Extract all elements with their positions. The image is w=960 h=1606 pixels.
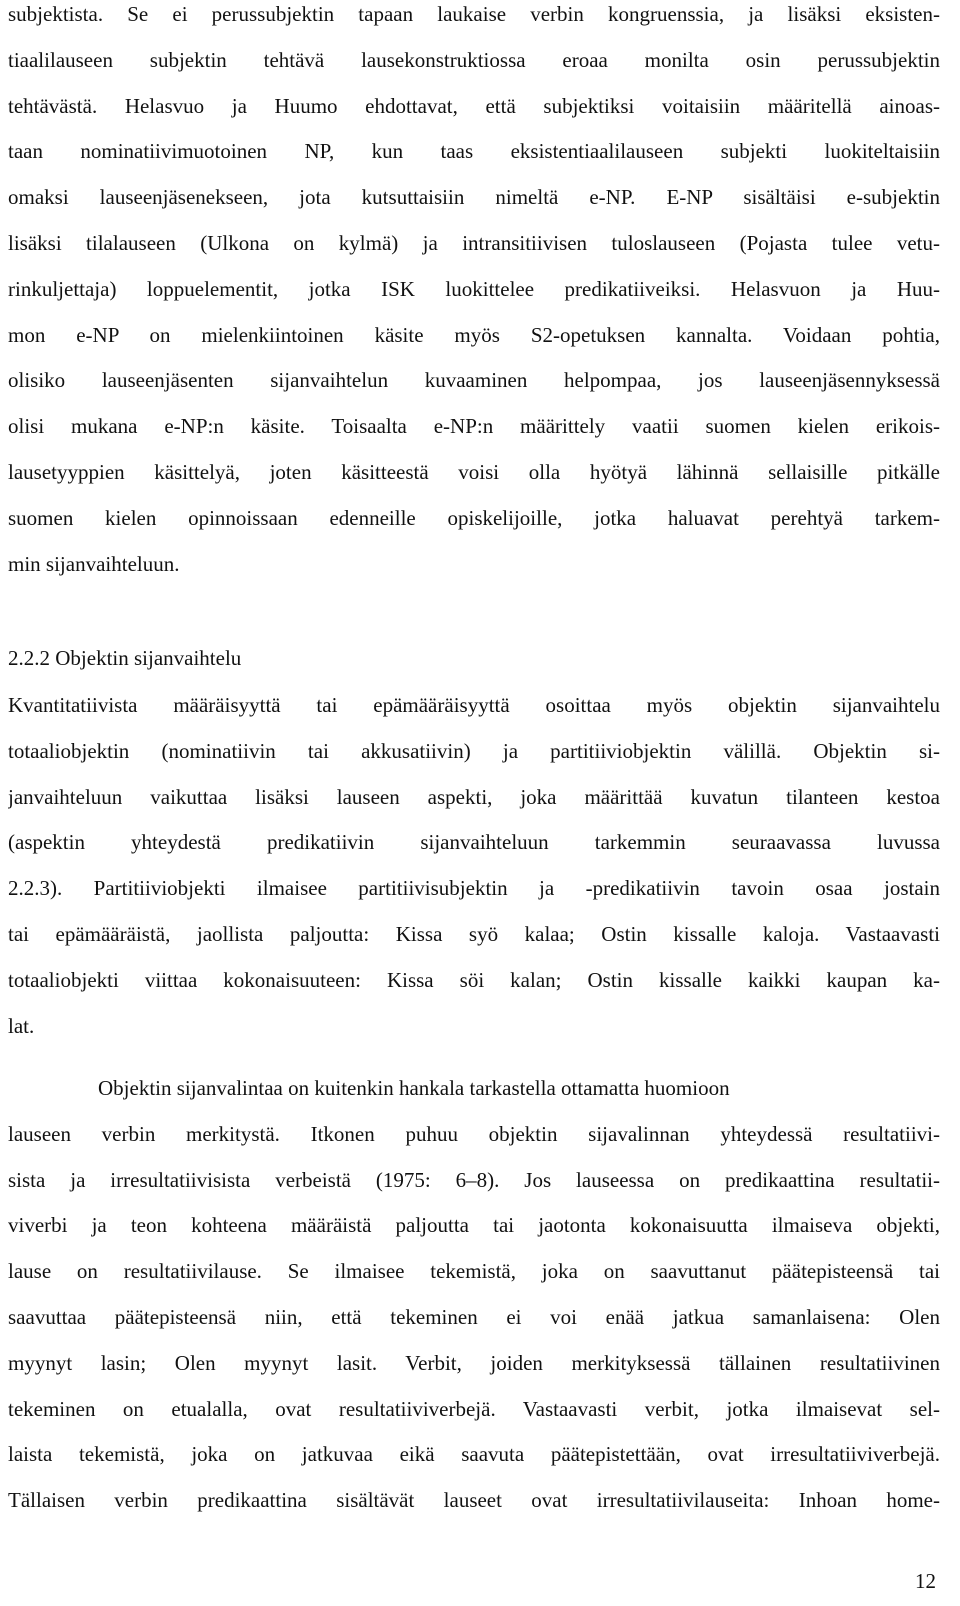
text-line: totaaliobjektin (nominatiivin tai akkusatiivin) ja partitiiviobjektin välillä. Objektin si- — [8, 738, 940, 763]
text-line: myynyt lasin; Olen myynyt lasit. Verbit, joiden merkityksessä tällainen resultatiivinen — [8, 1350, 940, 1375]
text-line: omaksi lauseenjäsenekseen, jota kutsuttaisiin nimeltä e-NP. E-NP sisältäisi e-subjektin — [8, 185, 940, 210]
text-line: totaaliobjekti viittaa kokonaisuuteen: Kissa söi kalan; Ostin kissalle kaikki kaupan ka- — [8, 967, 940, 992]
text-line: lause on resultatiivilause. Se ilmaisee tekemistä, joka on saavuttanut päätepisteensä tai — [8, 1259, 940, 1284]
text-line: lauseen verbin merkitystä. Itkonen puhuu objektin sijavalinnan yhteydessä resultatiivi- — [8, 1121, 940, 1146]
text-line: tiaalilauseen subjektin tehtävä lausekonstruktiossa eroaa monilta osin perussubjektin — [8, 47, 940, 72]
text-line: Objektin sijanvalintaa on kuitenkin hankala tarkastella ottamatta huomioon — [98, 1076, 730, 1100]
text-line: lausetyyppien käsittelyä, joten käsitteestä voisi olla hyötyä lähinnä sellaisille pitkälle — [8, 459, 940, 484]
text-line: suomen kielen opinnoissaan edenneille opiskelijoille, jotka haluavat perehtyä tarkem- — [8, 505, 940, 530]
text-line: taan nominatiivimuotoinen NP, kun taas eksistentiaalilauseen subjekti luokiteltaisiin — [8, 139, 940, 164]
text-line: lat. — [8, 1013, 35, 1038]
text-line: rinkuljettaja) loppuelementit, jotka ISK luokittelee predikatiiveiksi. Helasvuon ja Huu- — [8, 276, 940, 301]
text-line: min sijanvaihteluun. — [8, 551, 180, 576]
text-line: mon e-NP on mielenkiintoinen käsite myös S2-opetuksen kannalta. Voidaan pohtia, — [8, 322, 940, 347]
text-line: olisiko lauseenjäsenten sijanvaihtelun kuvaaminen helpompaa, jos lauseenjäsennyksessä — [8, 368, 940, 393]
text-line: Tällaisen verbin predikaattina sisältävät lauseet ovat irresultatiivilauseita: Inhoan home- — [8, 1488, 940, 1513]
paragraph-2 — [8, 683, 940, 1049]
text-line: (aspektin yhteydestä predikatiivin sijanvaihteluun tarkemmin seuraavassa luvussa — [8, 830, 940, 855]
text-line: laista tekemistä, joka on jatkuvaa eikä saavuta päätepistettään, ovat irresultatiiviverbejä. — [8, 1442, 940, 1467]
text-line: viverbi ja teon kohteena määräistä paljoutta tai jaotonta kokonaisuutta ilmaiseva objekti, — [8, 1213, 940, 1238]
paragraph-1 — [8, 0, 940, 587]
section-heading: 2.2.2 Objektin sijanvaihtelu — [8, 646, 242, 670]
text-line: lisäksi tilalauseen (Ulkona on kylmä) ja intransitiivisen tuloslauseen (Pojasta tulee vetu- — [8, 230, 940, 255]
text-line: saavuttaa päätepisteensä niin, että tekeminen ei voi enää jatkua samanlaisena: Olen — [8, 1304, 940, 1329]
text-line: sista ja irresultatiivisista verbeistä (1975: 6–8). Jos lauseessa on predikaattina resultatii- — [8, 1167, 940, 1192]
page-number: 12 — [915, 1569, 936, 1593]
text-line: 2.2.3). Partitiiviobjekti ilmaisee partitiivisubjektin ja -predikatiivin tavoin osaa jostain — [8, 876, 940, 901]
text-line: Kvantitatiivista määräisyyttä tai epämääräisyyttä osoittaa myös objektin sijanvaihtelu — [8, 693, 940, 717]
text-line: subjektista. Se ei perussubjektin tapaan laukaise verbin kongruenssia, ja lisäksi eksisten- — [8, 2, 940, 26]
paragraph-3 — [8, 1066, 940, 1524]
text-line: olisi mukana e-NP:n käsite. Toisaalta e-NP:n määrittely vaatii suomen kielen erikois- — [8, 414, 940, 439]
text-line: janvaihteluun vaikuttaa lisäksi lauseen aspekti, joka määrittää kuvatun tilanteen kestoa — [8, 784, 940, 809]
text-line: tehtävästä. Helasvuo ja Huumo ehdottavat, että subjektiksi voitaisiin määritellä ainoas- — [8, 93, 940, 118]
text-line: tai epämääräistä, jaollista paljoutta: Kissa syö kalaa; Ostin kissalle kaloja. Vastaavasti — [8, 921, 940, 946]
text-line: tekeminen on etualalla, ovat resultatiiviverbejä. Vastaavasti verbit, jotka ilmaisevat sel- — [8, 1396, 940, 1421]
